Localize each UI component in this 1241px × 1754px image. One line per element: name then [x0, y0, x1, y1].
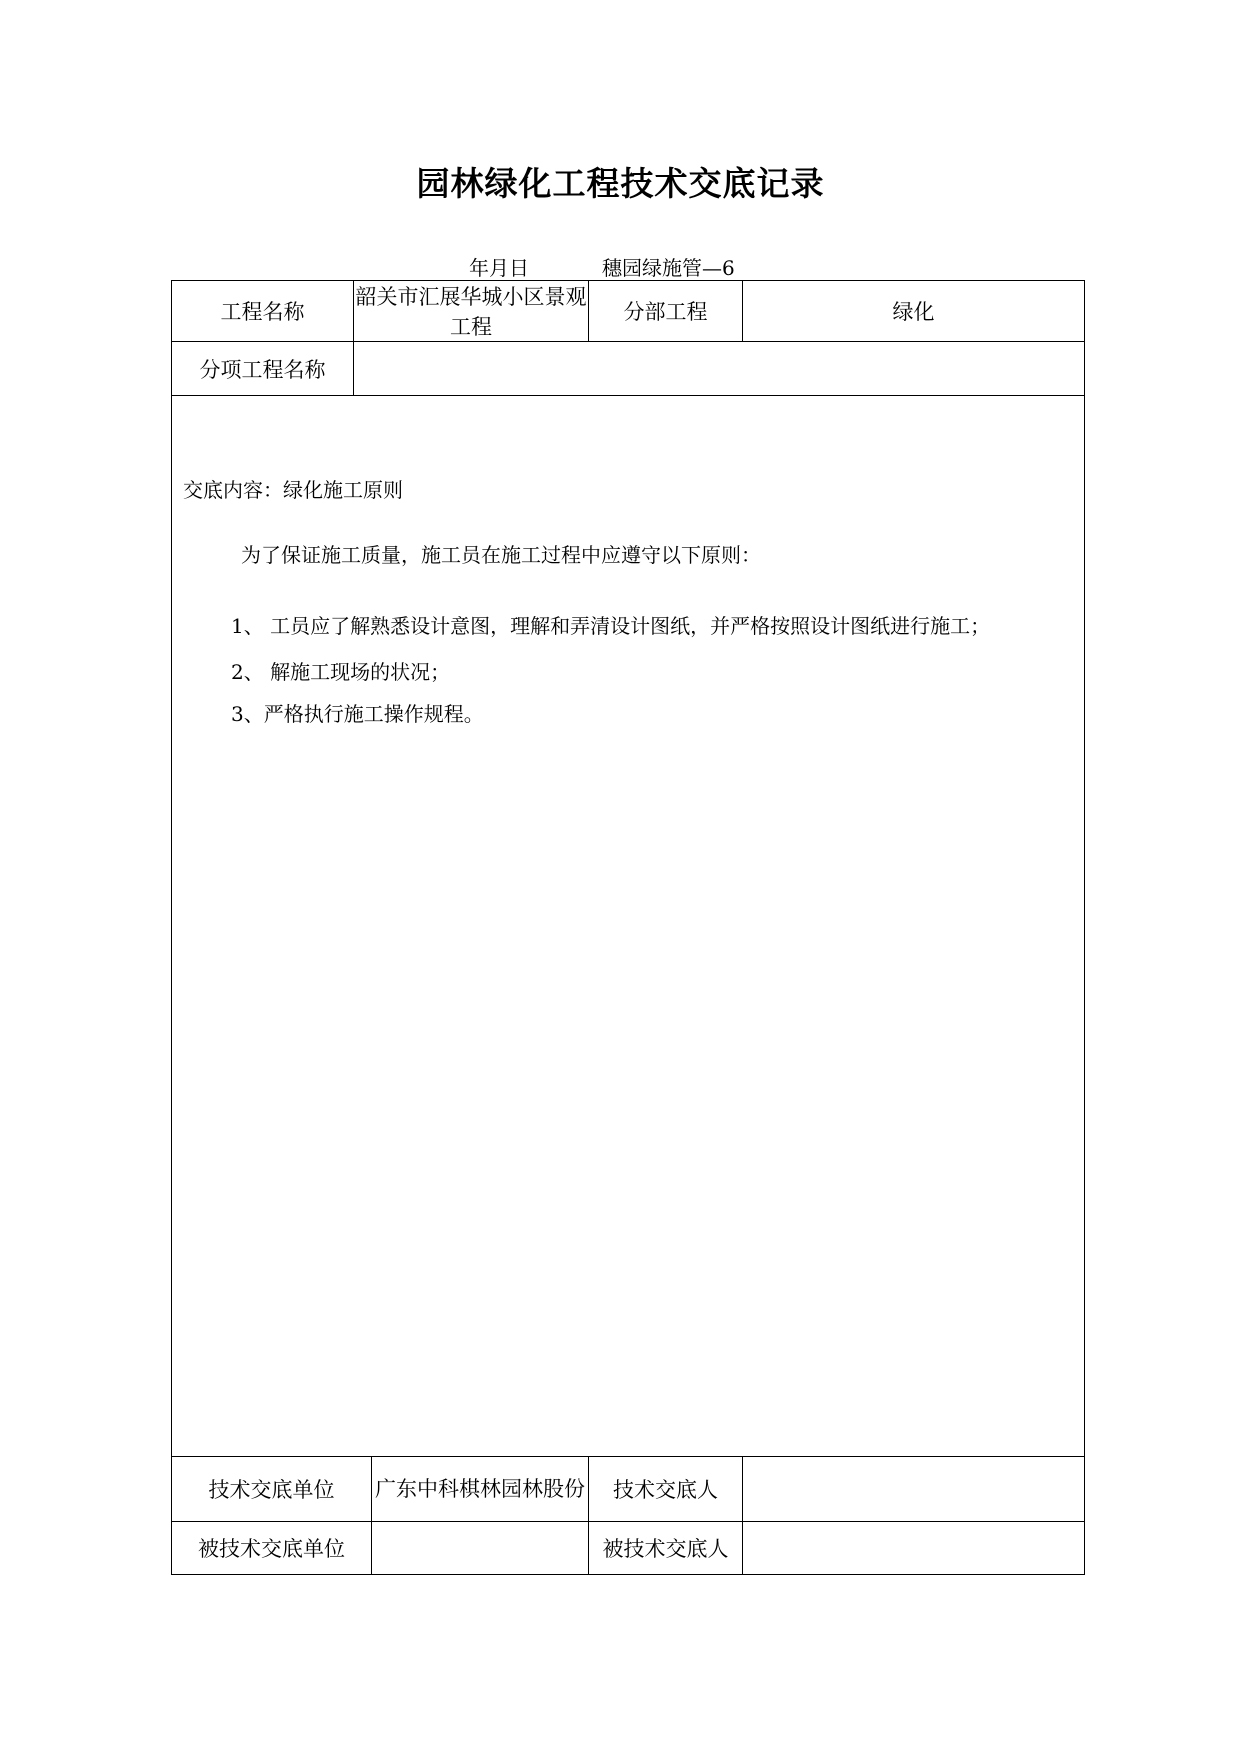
date-label: 年月日 — [469, 256, 529, 280]
project-row — [172, 281, 1085, 342]
subitem-row — [172, 342, 1085, 396]
disclosure-table — [171, 280, 1085, 1575]
disclosing-row — [172, 1457, 1085, 1522]
disclosing-unit-value: 广东中科棋林园林股份 — [372, 1457, 589, 1522]
receiving-person-value — [743, 1522, 1085, 1575]
list-item: 1、 工员应了解熟悉设计意图，理解和弄清设计图纸，并严格按照设计图纸进行施工； — [231, 614, 991, 638]
disclosing-person-value — [743, 1457, 1085, 1522]
content-intro: 为了保证施工质量，施工员在施工过程中应遵守以下原则： — [241, 543, 761, 567]
record-code: 穗园绿施管—6 — [602, 256, 735, 280]
disclosing-unit-label: 技术交底单位 — [172, 1457, 372, 1522]
project-name-value: 韶关市汇展华城小区景观工程 — [354, 281, 589, 342]
content-row — [172, 396, 1085, 1457]
document-title: 园林绿化工程技术交底记录 — [416, 164, 825, 203]
subitem-value — [354, 342, 1085, 396]
project-name-label: 工程名称 — [172, 281, 354, 342]
content-label: 交底内容：绿化施工原则 — [183, 478, 403, 502]
subitem-label: 分项工程名称 — [172, 342, 354, 396]
division-value: 绿化 — [743, 281, 1085, 342]
receiving-unit-value — [372, 1522, 589, 1575]
division-label: 分部工程 — [589, 281, 743, 342]
receiving-unit-label: 被技术交底单位 — [172, 1522, 372, 1575]
receiving-row — [172, 1522, 1085, 1575]
list-item: 3、严格执行施工操作规程。 — [231, 702, 484, 726]
content-cell — [172, 396, 1085, 1457]
list-item: 2、 解施工现场的状况； — [231, 660, 451, 684]
receiving-person-label: 被技术交底人 — [589, 1522, 743, 1575]
disclosing-person-label: 技术交底人 — [589, 1457, 743, 1522]
